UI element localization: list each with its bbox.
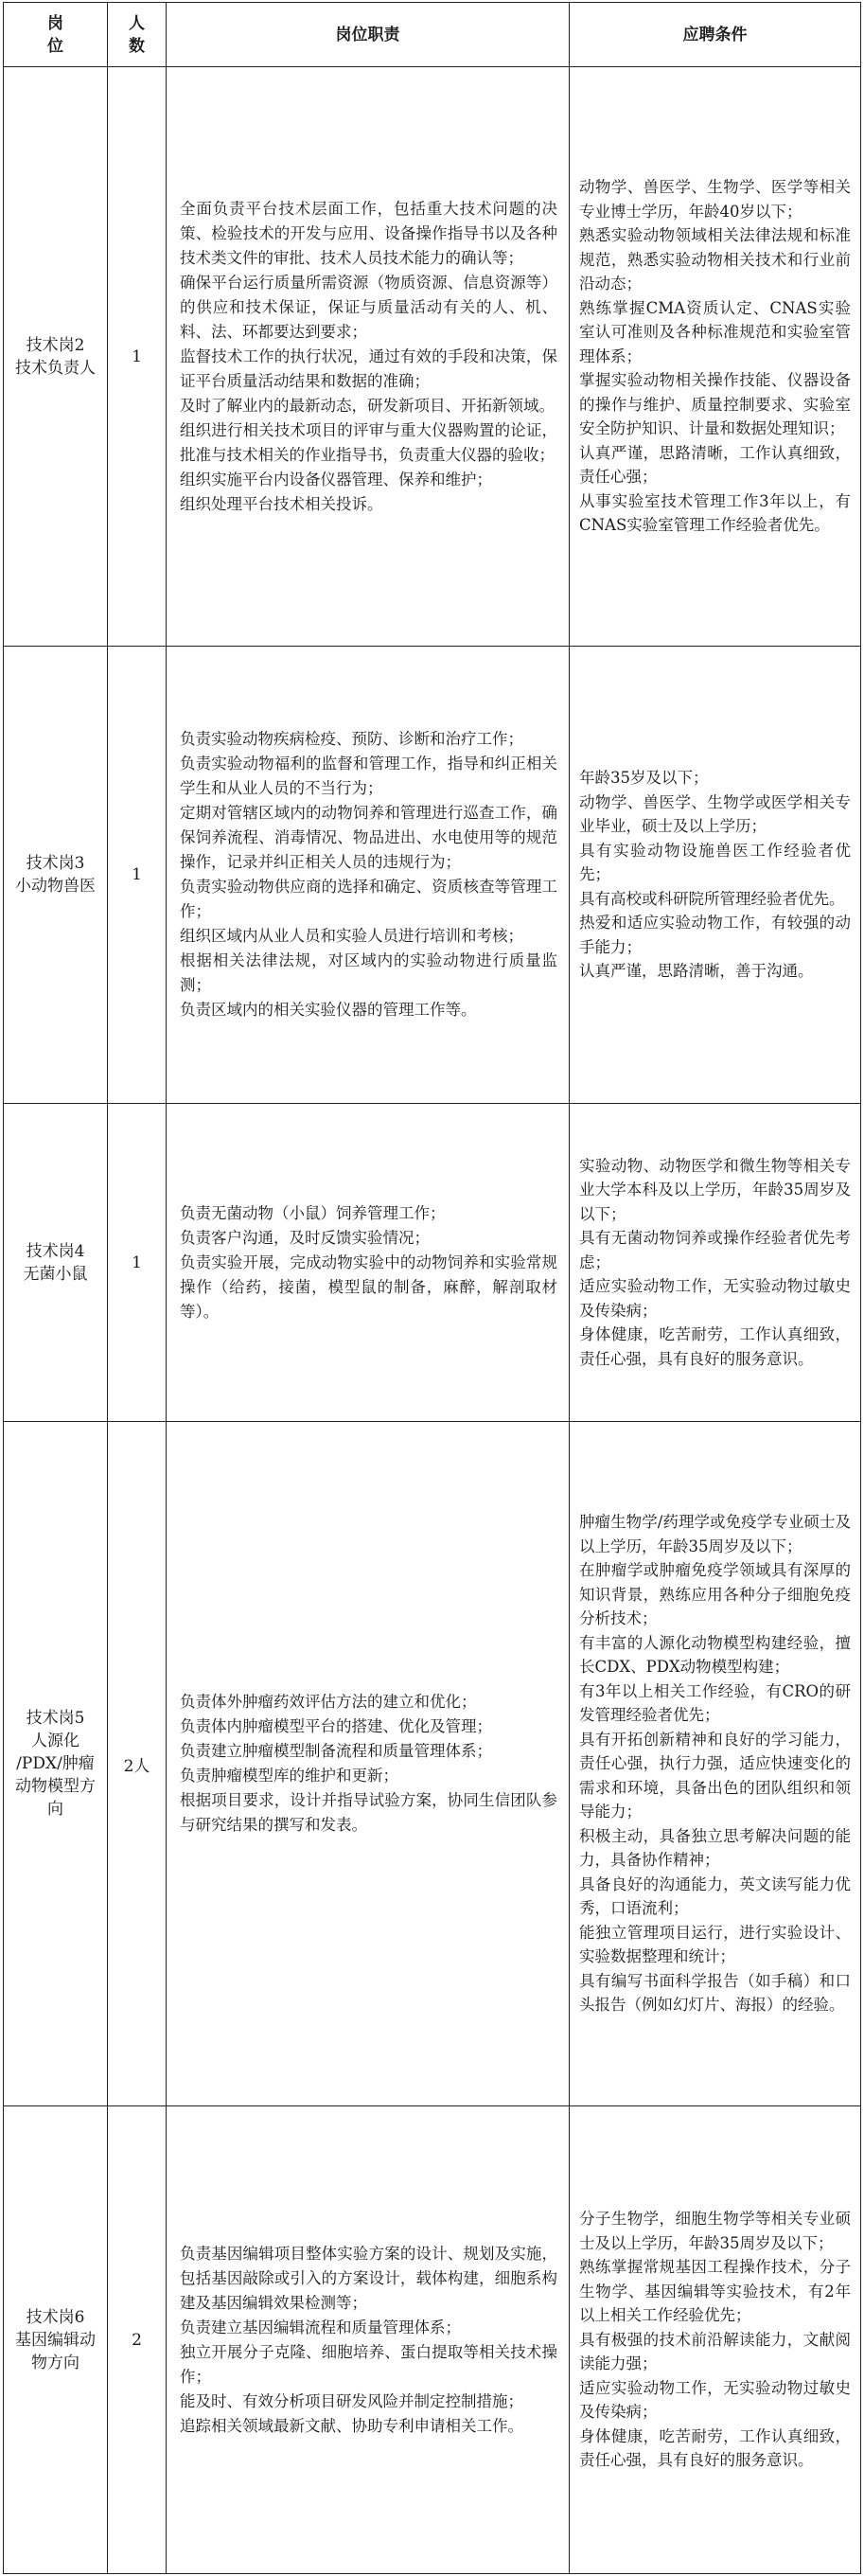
duty-item: 负责体外肿瘤药效评估方法的建立和优化； (180, 1693, 477, 1711)
requirements-cell (570, 1422, 861, 2106)
duty-item: 负责实验动物供应商的选择和确定、资质核查等管理工作； (180, 878, 557, 920)
duty-item: 负责建立肿瘤模型制备流程和质量管理体系； (180, 1742, 492, 1760)
post-name: 技术岗3 小动物兽医 (15, 854, 96, 896)
headcount: 1 (132, 1252, 142, 1272)
post-name: 技术岗2 技术负责人 (15, 335, 96, 378)
duties-cell (167, 1104, 570, 1422)
requirement-item: 身体健康，吃苦耐劳，工作认真细致，责任心强，具有良好的服务意识。 (579, 2426, 851, 2470)
requirement-item: 熟练掌握CMA资质认定、CNAS实验室认可准则及各种标准规范和实验室管理体系； (579, 298, 851, 365)
requirement-item: 具有无菌动物饲养或操作经验者优先考虑； (579, 1229, 851, 1271)
header-count-label: 人 数 (129, 13, 145, 56)
headcount: 2 (132, 2330, 142, 2350)
requirement-item: 具有开拓创新精神和良好的学习能力，责任心强，执行力强，适应快速变化的需求和环境，具备出色的团队组织和领导能力； (579, 1730, 851, 1821)
duty-item: 监督技术工作的执行状况，通过有效的手段和决策，保证平台质量活动结果和数据的准确； (180, 346, 557, 390)
requirement-item: 具有极强的技术前沿解读能力，文献阅读能力强； (579, 2330, 851, 2373)
requirement-item: 认真严谨，思路清晰，工作认真细致，责任心强； (579, 443, 851, 487)
requirement-item: 具有实验动物设施兽医工作经验者优先； (579, 841, 851, 884)
requirements-cell (570, 647, 861, 1104)
count-cell (108, 67, 167, 647)
post-cell (4, 2106, 108, 2574)
header-requirements (570, 3, 861, 67)
headcount: 2人 (123, 1756, 150, 1776)
duty-item: 负责实验动物福利的监督和管理工作，指导和纠正相关学生和从业人员的不当行为； (180, 755, 557, 797)
requirement-item: 认真严谨，思路清晰，善于沟通。 (579, 962, 814, 981)
requirement-item: 适应实验动物工作，无实验动物过敏史及传染病； (579, 1277, 851, 1320)
duty-item: 及时了解业内的最新动态，研发新项目、开拓新领域。 (180, 396, 555, 415)
requirement-item: 熟悉实验动物领域相关法律法规和标准规范，熟悉实验动物相关技术和行业前沿动态； (579, 226, 851, 293)
duties-cell (167, 1422, 570, 2106)
table-row (4, 2106, 861, 2574)
requirement-item: 动物学、兽医学、生物学或医学相关专业毕业，硕士及以上学历； (579, 792, 851, 836)
duty-item: 组织进行相关技术项目的评审与重大仪器购置的论证，批准与技术相关的作业指导书，负责重大仪器的验收； (180, 420, 557, 464)
duty-item: 确保平台运行质量所需资源（物质资源、信息资源等）的供应和技术保证，保证与质量活动有关的人、机、料、法、环都要达到要求； (180, 273, 557, 341)
header-duties-label: 岗位职责 (335, 25, 400, 44)
duty-item: 根据相关法律法规，对区域内的实验动物进行质量监测； (180, 951, 557, 994)
duty-item: 负责实验开展，完成动物实验中的动物饲养和实验常规操作（给药，接菌，模型鼠的制备，麻醉，解剖取材等）。 (180, 1252, 557, 1321)
count-cell (108, 647, 167, 1104)
table-row (4, 67, 861, 647)
table-row (4, 647, 861, 1104)
requirement-item: 积极主动，具备独立思考解决问题的能力，具备协作精神； (579, 1826, 851, 1870)
post-cell (4, 1104, 108, 1422)
requirement-item: 在肿瘤学或肿瘤免疫学领域具有深厚的知识背景，熟练应用各种分子细胞免疫分析技术； (579, 1561, 851, 1628)
requirement-item: 热爱和适应实验动物工作，有较强的动手能力； (579, 914, 851, 956)
requirement-item: 实验动物、动物医学和微生物等相关专业大学本科及以上学历，年龄35周岁及以下； (579, 1156, 851, 1223)
requirements-cell (570, 67, 861, 647)
count-cell (108, 2106, 167, 2574)
header-post-label: 岗 位 (47, 13, 63, 56)
duty-item: 负责客户沟通，及时反馈实验情况； (180, 1228, 430, 1247)
recruitment-table (3, 2, 861, 2574)
post-name: 技术岗6 基因编辑动物方向 (15, 2307, 96, 2372)
duty-item: 组织实施平台内设备仪器管理、保养和维护； (180, 470, 492, 489)
requirements-cell (570, 1104, 861, 1422)
duty-item: 全面负责平台技术层面工作，包括重大技术问题的决策、检验技术的开发与应用、设备操作指导书以及各种技术类文件的审批、技术人员技术能力的确认等； (180, 199, 557, 267)
duties-cell (167, 67, 570, 647)
post-name: 技术岗5 人源化 /PDX/肿瘤动物模型方向 (15, 1709, 96, 1819)
header-duties (167, 3, 570, 67)
header-row (4, 3, 861, 67)
requirement-item: 身体健康，吃苦耐劳，工作认真细致，责任心强，具有良好的服务意识。 (579, 1325, 851, 1368)
requirement-item: 有丰富的人源化动物模型构建经验，擅长CDX、PDX动物模型构建； (579, 1633, 851, 1677)
duty-item: 负责肿瘤模型库的维护和更新； (180, 1767, 398, 1785)
duty-item: 组织区域内从业人员和实验人员进行培训和考核； (180, 927, 523, 945)
requirement-item: 具有编写书面科学报告（如手稿）和口头报告（例如幻灯片、海报）的经验。 (579, 1971, 851, 2015)
duty-item: 负责建立基因编辑流程和质量管理体系； (180, 2318, 461, 2336)
duty-item: 负责体内肿瘤模型平台的搭建、优化及管理； (180, 1717, 492, 1735)
requirement-item: 分子生物学，细胞生物学等相关专业硕士及以上学历，年龄35周岁及以下； (579, 2210, 851, 2252)
duties-cell (167, 647, 570, 1104)
requirement-item: 掌握实验动物相关操作技能、仪器设备的操作与维护、质量控制要求、实验室安全防护知识、计量和数据处理知识； (579, 371, 851, 438)
requirement-item: 动物学、兽医学、生物学、医学等相关专业博士学历，年龄40岁以下； (579, 178, 851, 221)
duty-item: 根据项目要求，设计并指导试验方案，协同生信团队参与研究结果的撰写和发表。 (180, 1791, 557, 1834)
duty-item: 负责实验动物疾病检疫、预防、诊断和治疗工作； (180, 730, 523, 748)
duty-item: 能及时、有效分析项目研发风险并制定控制措施； (180, 2391, 523, 2410)
count-cell (108, 1422, 167, 2106)
header-count (108, 3, 167, 67)
requirement-item: 年龄35岁及以下； (579, 769, 709, 788)
duties-cell (167, 2106, 570, 2574)
post-name: 技术岗4 无菌小鼠 (23, 1241, 88, 1284)
requirement-item: 能独立管理项目运行，进行实验设计、实验数据整理和统计； (579, 1923, 851, 1966)
headcount: 1 (132, 346, 142, 366)
duty-item: 独立开展分子克隆、细胞培养、蛋白提取等相关技术操作； (180, 2342, 557, 2386)
requirements-cell (570, 2106, 861, 2574)
table-row (4, 1104, 861, 1422)
duty-item: 定期对管辖区域内的动物饲养和管理进行巡查工作，确保饲养流程、消毒情况、物品进出、水电使用等的规范操作，记录并纠正相关人员的违规行为； (180, 804, 557, 871)
requirement-item: 有3年以上相关工作经验，有CRO的研发管理经验者优先； (579, 1681, 851, 1725)
duty-item: 组织处理平台技术相关投诉。 (180, 494, 383, 513)
duty-item: 负责无菌动物（小鼠）饲养管理工作； (180, 1203, 446, 1222)
post-cell (4, 647, 108, 1104)
headcount: 1 (132, 865, 142, 884)
post-cell (4, 67, 108, 647)
duty-item: 追踪相关领域最新文献、协助专利申请相关工作。 (180, 2416, 523, 2435)
requirement-item: 从事实验室技术管理工作3年以上，有CNAS实验室管理工作经验者优先。 (579, 491, 851, 535)
requirement-item: 适应实验动物工作，无实验动物过敏史及传染病； (579, 2378, 851, 2422)
requirement-item: 具有高校或科研院所管理经验者优先。 (579, 889, 845, 908)
header-requirements-label: 应聘条件 (682, 25, 748, 44)
duty-item: 负责基因编辑项目整体实验方案的设计、规划及实施，包括基因敲除或引入的方案设计，载体构建，细胞系构建及基因编辑效果检测等； (180, 2244, 557, 2312)
requirement-item: 具备良好的沟通能力，英文读写能力优秀，口语流利； (579, 1874, 851, 1918)
duty-item: 负责区域内的相关实验仪器的管理工作等。 (180, 1001, 477, 1019)
requirement-item: 肿瘤生物学/药理学或免疫学专业硕士及以上学历，年龄35周岁及以下； (579, 1513, 851, 1555)
requirement-item: 熟练掌握常规基因工程操作技术，分子生物学、基因编辑等实验技术，有2年以上相关工作经验优先； (579, 2258, 851, 2325)
table-row (4, 1422, 861, 2106)
header-post (4, 3, 108, 67)
post-cell (4, 1422, 108, 2106)
count-cell (108, 1104, 167, 1422)
